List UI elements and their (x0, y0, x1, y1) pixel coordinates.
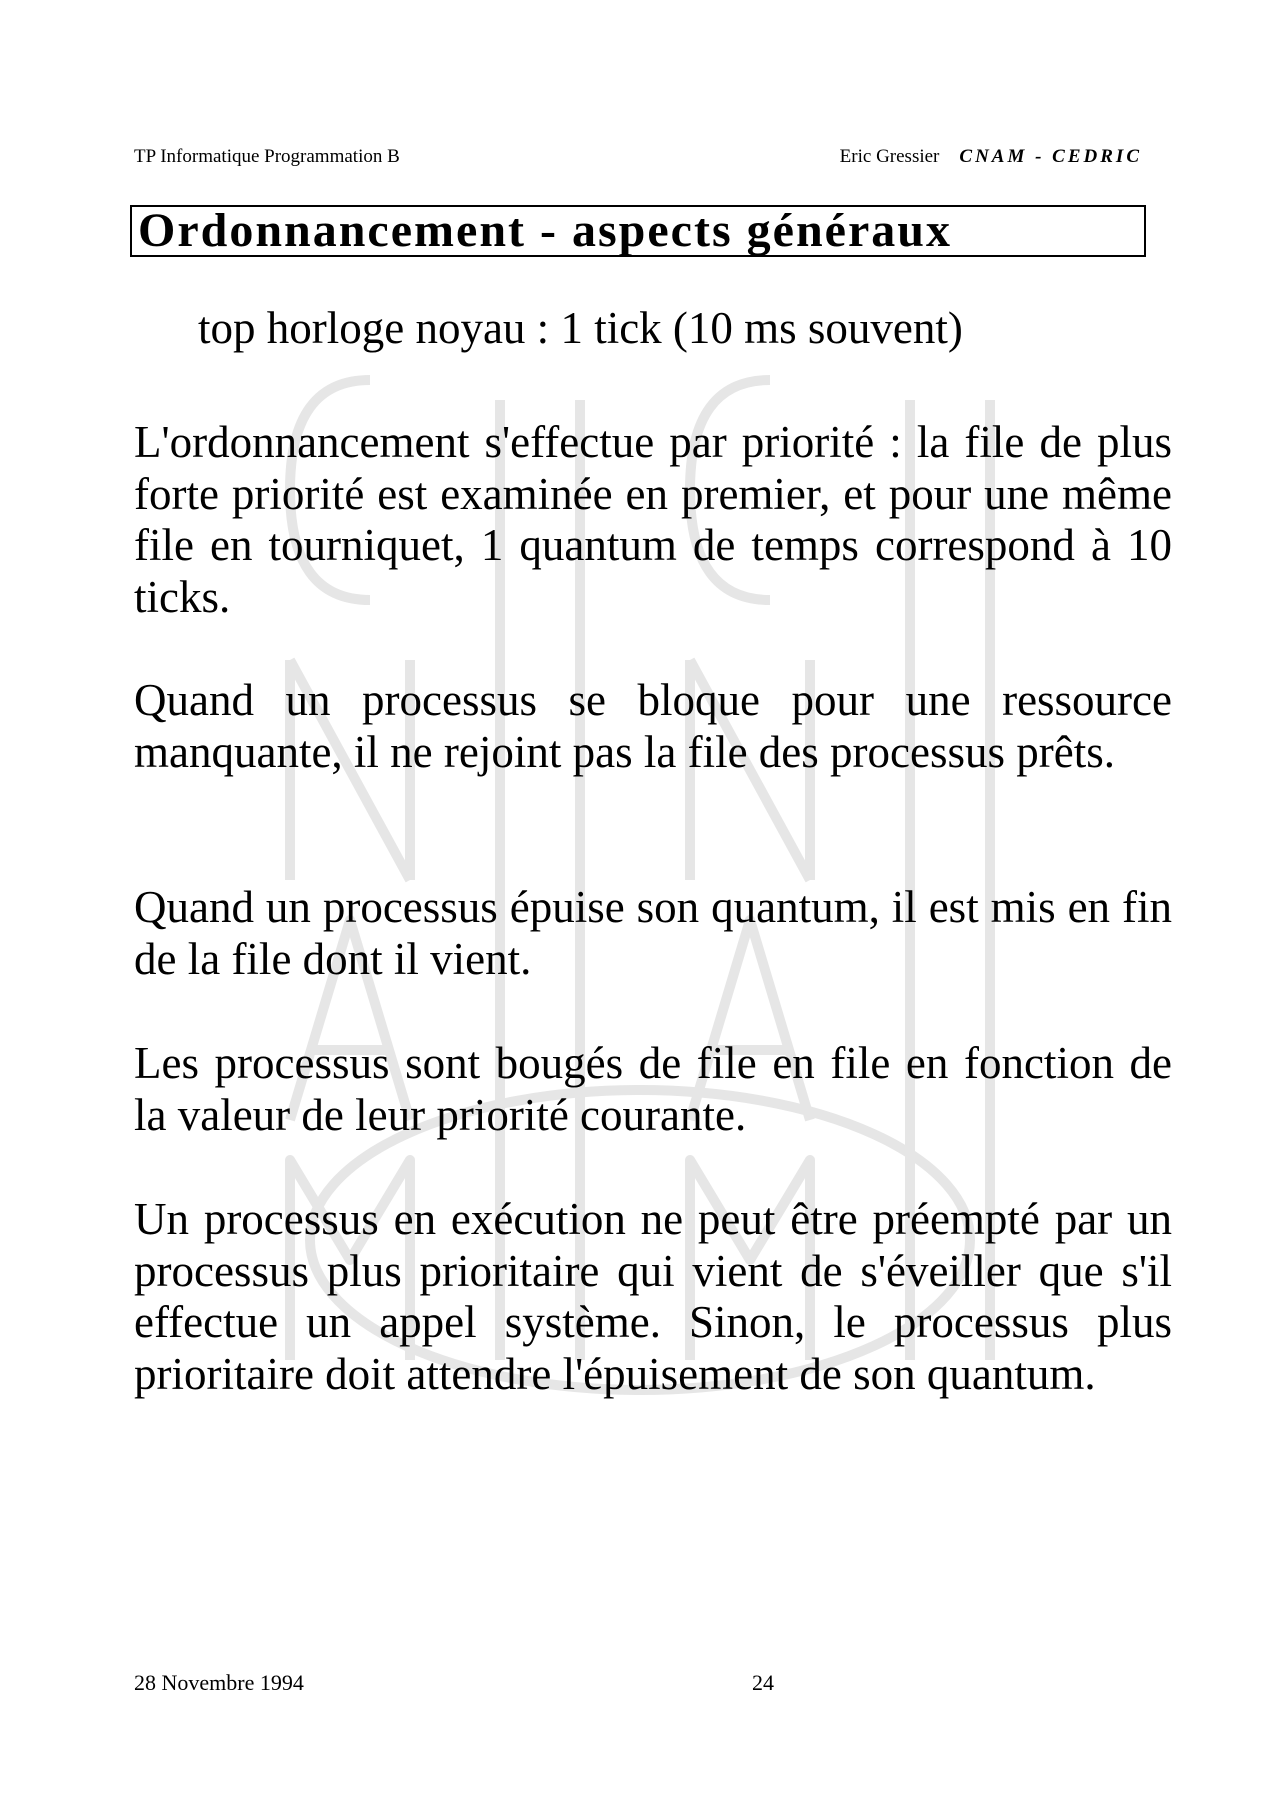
page-number: 24 (752, 1670, 774, 1695)
page-title: Ordonnancement - aspects généraux (138, 204, 952, 257)
header-course: TP Informatique Programmation B (134, 146, 400, 167)
paragraph-4: Les processus sont bougés de file en file en fonction de la valeur de leur priorité courante. (134, 1038, 1172, 1140)
intro-line: top horloge noyau : 1 tick (10 ms souvent) (198, 303, 963, 353)
paragraph-1: L'ordonnancement s'effectue par priorité : la file de plus forte priorité est examinée en premier, et pour une même file en tourniquet, 1 quantum de temps correspond à 10 ticks. (134, 417, 1172, 622)
header-author: Eric Gressier (839, 146, 940, 167)
footer-date: 28 Novembre 1994 (134, 1670, 304, 1695)
paragraph-5: Un processus en exécution ne peut être préempté par un processus plus prioritaire qui vient de s'éveiller que s'il effectue un appel système. Sinon, le processus plus prioritaire doit attendre l'épuisement de son quantum. (134, 1194, 1172, 1399)
paragraph-3: Quand un processus épuise son quantum, il est mis en fin de la file dont il vient. (134, 882, 1172, 984)
header-author-org (840, 146, 1142, 168)
paragraph-2: Quand un processus se bloque pour une ressource manquante, il ne rejoint pas la file des processus prêts. (134, 675, 1172, 777)
header-org: CNAM - CEDRIC (959, 146, 1142, 167)
title-box (130, 205, 1146, 257)
